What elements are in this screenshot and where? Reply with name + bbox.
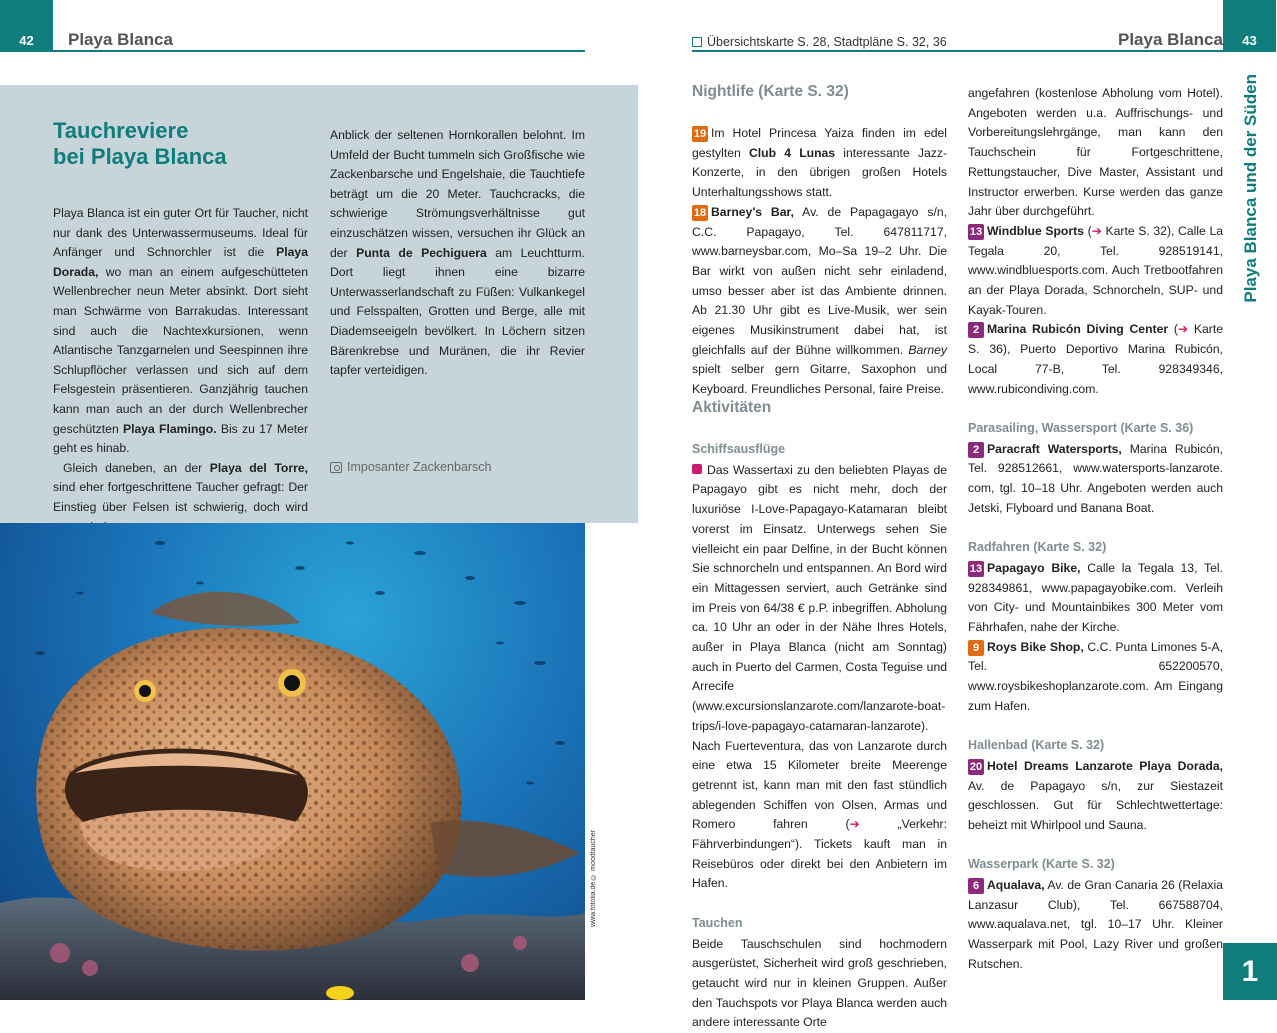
cycling-heading: Radfahren (Karte S. 32) — [968, 540, 1107, 555]
activities-col2: angefahren (kostenlose Abholung vom Hotel). Angeboten werden u.a. Auffrischungs- und Vorbereitungslehrgänge, man kann den Tauchschein für Fortgeschrittene, Rettungstaucher, Dive Master, Assistant und Instructor erwerben. Kurse werden das ganze Jahr über durchgeführt. 13 Windblue Sports (➔ Karte S. 32), Calle La Tegala 20, Tel. 928519141, www.windbluesports.com. Auch Tretbootfahren an der Playa Dorada, Schnorcheln, SUP- und Kayak-Touren. 2 Marina Rubicón Diving Center (➔ Karte S. 36), Puerto Deportivo Marina Rubicón, Local 77-B, Tel. 928349346, www.rubicondiving.com. Parasailing, Wassersport (Karte S. 36) 2 Paracraft Watersports, Marina Rubicón, Tel. 928512661, www.watersports-lanzarote. com, tgl. 10–18 Uhr. Angeboten werden auch Jetski, Flyboard und Banana Boat. Radfahren (Karte S. 32) 13 Papagayo Bike, Calle la Tegala 13, Tel. 928349861, www.papagayobike.com. Verleih von City- und Mountainbikes 300 Meter vom Fährhafen, nahe der Kirche. 9 Roys Bike Shop, C.C. Punta Limones 5-A, Tel. 652200570, www.roysbikeshoplanzarote.com. Am Eingang zum Hafen. Hallenbad (Karte S. 32) 20 Hotel Dreams Lanzarote Playa Dorada, Av. de Papagayo s/n, zur Siestazeit geschlossen. Gut für Schlechtwettertage: beheizt mit Whirlpool und Sauna. Wasserpark (Karte S. 32) 6 Aqualava, Av. de Gran Canaria 26 (Relaxia Lanzasur Club), Tel. 667588704, www.aqualava.net, tgl. 10–17 Uhr. Kleiner Wasserpark mit Pool, Lazy River und großen Rutschen. — [968, 86, 1223, 971]
map-number-badge: 13 — [969, 225, 983, 238]
map-number-badge: 9 — [968, 640, 984, 656]
page-number-right: 43 — [1223, 0, 1276, 52]
chapter-number-tab: 1 — [1223, 943, 1277, 1000]
header-title-right: Playa Blanca — [1118, 30, 1223, 49]
parasailing-heading: Parasailing, Wassersport (Karte S. 36) — [968, 420, 1194, 435]
map-number-badge: 2 — [968, 442, 984, 458]
map-number-badge: 19 — [693, 128, 707, 140]
arrow-icon: ➔ — [1091, 223, 1102, 238]
activities-col1: Schiffsausflüge Das Wassertaxi zu den beliebten Playas de Papagayo gibt es nicht mehr, doch der luxuriöse I-Love-Papagayo-Katamaran bleibt vorerst im Einsatz. Unterwegs sehen Sie vielleicht ein paar Delfine, in der Bucht können Sie schnorcheln und entspannen. An Bord wird ein Mittagessen serviert, auch Getränke sind im Preis von 64/38 € p.P. inbegriffen. Abholung ca. 10 Uhr an oder in der Nähe Ihres Hotels, außer in Playa Blanca (nicht am Sonntag) auch in Puerto del Carmen, Costa Teguise und Arrecife (www.excursionslanzarote.com/lanzarote-boat-trips/i-love-papagayo-catamaran-lanzarote). Nach Fuerteventura, das von Lanzarote durch eine etwa 15 Kilometer breite Meerenge getrennt ist, kann man mit den fast stündlich ablegenden Schiffen von Olsen, Armas und Romero fahren (➔ „Verkehr: Fährverbindungen“). Tickets kauft man in Reisebüros oder direkt bei den Anbietern im Hafen. Tauchen Beide Tauschschulen sind hochmodern ausgerüstet, Sicherheit wird groß geschrieben, getaucht wird nur in kleinen Gruppen. Außer den Tauchspots vor Playa Blanca werden auch andere interessante Orte — [692, 442, 947, 1030]
box-column-2: Anblick der seltenen Hornkorallen belohnt. Im Umfeld der Bucht tummeln sich Großfische wie Zackenbarsche und Engelshaie, die Tauchtiefe beträgt um die 20 Meter. Tauchcracks, die schwierige Strömungsverhältnisse gut einzuschätzen wissen, versuchen ihr Glück an der Punta de Pechiguera am Leuchtturm. Dort liegt ihnen eine bizarre Unterwasserlandschaft zu Füßen: Vulkankegel und Felsspalten, Grotten und Berge, alle mit Diademseeigeln bevölkert. In Löchern sitzen Bärenkrebse und Muränen, die ihr Revier tapfer verteidigen. — [330, 128, 585, 378]
grouper-photo — [0, 523, 585, 1000]
box-column-1: Playa Blanca ist ein guter Ort für Taucher, nicht nur dank des Unterwassermuseums. Ideal für Anfänger und Schnorchler ist die Playa Dorada, wo man an einem aufgeschütteten Wellenbrecher neun Meter absinkt. Dort sieht man Schwärme von Barrakudas. Interessant sind auch die Nachtexkursionen, wenn Atlantische Tanzgarnelen und Seespinnen ihre Schlupflöcher verlassen und sich auf dem Felsgestein präsentieren. Ganzjährig tauchen kann man auch an der durch Wellenbrecher geschützten Playa Flamingo. Bis zu 17 Meter geht es hinab. Gleich daneben, an der Playa del Torre, sind eher fortgeschrittene Taucher gefragt: Der Einstieg über Felsen ist schwierig, doch wird — [53, 206, 309, 514]
map-number-badge: 6 — [968, 878, 984, 894]
photo-credit: www.fotolia.de © moodtaucher — [590, 830, 597, 927]
page-number-left: 42 — [0, 0, 53, 52]
overview-map-reference: Übersichtskarte S. 28, Stadtpläne S. 32, 36 — [692, 35, 947, 49]
nightlife-entries: 19 Im Hotel Princesa Yaiza finden im edel gestylten Club 4 Lunas interessante Jazz-Konzerte, in den übrigen großen Hotels Unterhaltungsshows statt. 18 Barney's Bar, Av. de Papagagayo s/n, C.C. Papagayo, Tel. 647811717, www.barneysbar.com, Mo–Sa 19–2 Uhr. Die Bar wirkt von außen nicht sehr einladend, umso besser aber ist das Ambiente drinnen. Ab 21.30 Uhr gibt es Live-Musik, wer sein eigenes Musikinstrument dabei hat, ist gleichfalls auf der Bühne willkommen. Barney spielt selber gern Gitarre, Saxophon und Keyboard. Freundliches Personal, faire Preise. — [692, 126, 947, 397]
camera-icon — [330, 462, 342, 473]
grouper-illustration — [0, 523, 585, 1000]
boat-trips-heading: Schiffsausflüge — [692, 442, 786, 456]
activities-heading: Aktivitäten — [692, 399, 772, 416]
indoor-pool-heading: Hallenbad (Karte S. 32) — [968, 738, 1105, 753]
arrow-icon: ➔ — [849, 817, 860, 832]
box-title: Tauchreviere bei Playa Blanca — [53, 118, 227, 169]
photo-caption: Imposanter Zackenbarsch — [330, 460, 492, 474]
map-number-badge: 18 — [693, 206, 707, 219]
header-rule-left — [53, 50, 585, 52]
header-title-left: Playa Blanca — [68, 30, 173, 49]
bullet-icon — [692, 464, 702, 474]
map-number-badge: 20 — [969, 760, 983, 773]
nightlife-heading: Nightlife (Karte S. 32) — [692, 83, 849, 100]
chapter-sidebar-label: Playa Blanca und der Süden — [1241, 73, 1260, 303]
map-number-badge: 2 — [968, 322, 984, 338]
header-rule-right — [692, 50, 1223, 52]
arrow-icon: ➔ — [1177, 322, 1189, 337]
map-square-icon — [692, 37, 702, 47]
waterpark-heading: Wasserpark (Karte S. 32) — [968, 857, 1115, 872]
diving-heading: Tauchen — [692, 915, 743, 930]
map-number-badge: 13 — [969, 562, 983, 575]
